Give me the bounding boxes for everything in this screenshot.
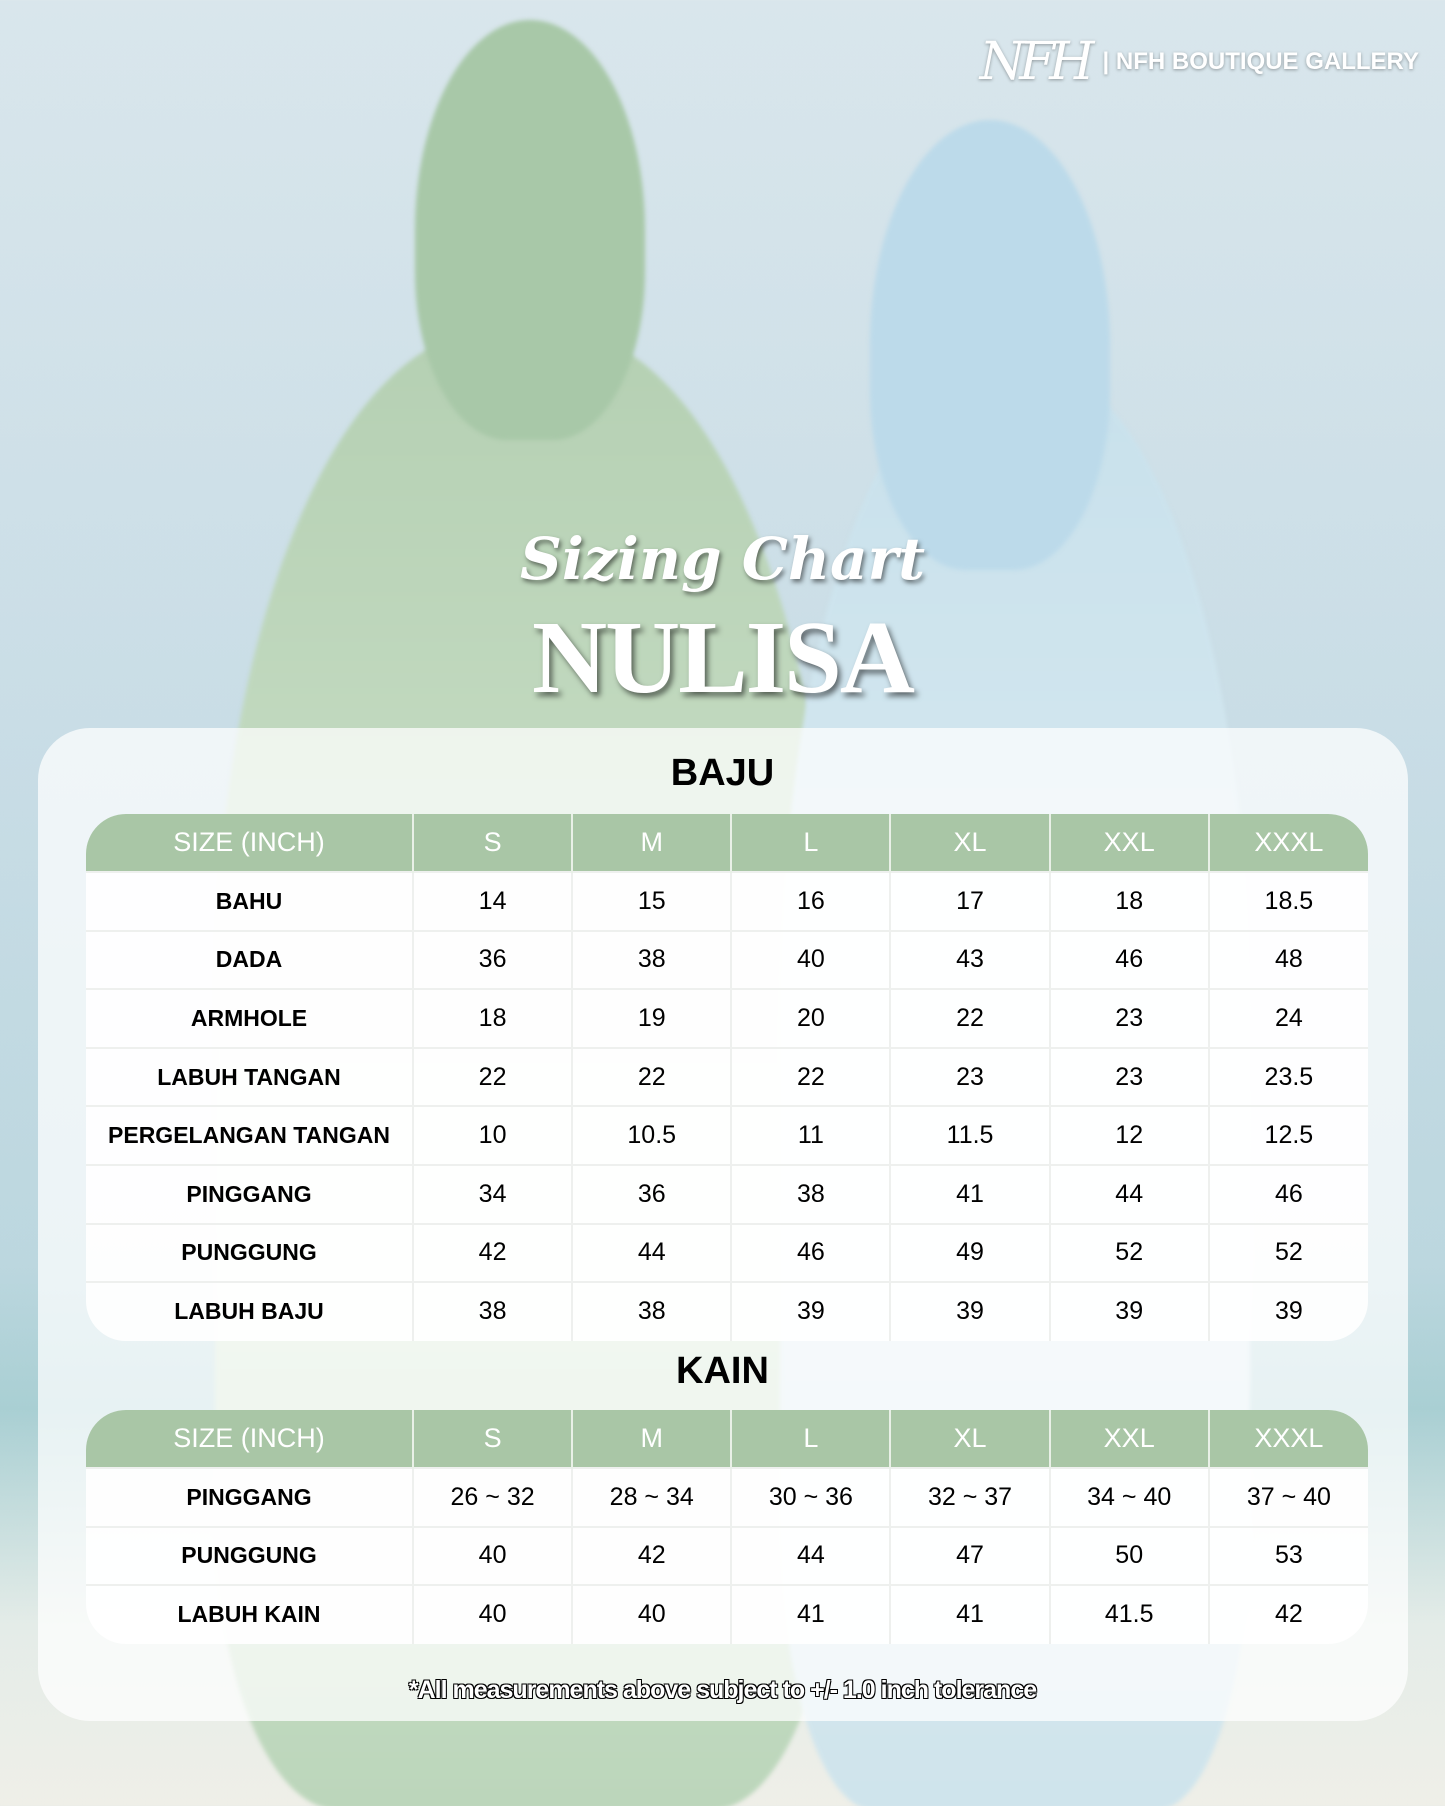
size-value: 36 [413, 931, 572, 990]
sizing-chart-title: Sizing Chart [519, 525, 926, 593]
table-row [86, 1527, 1368, 1586]
size-value: 44 [1050, 1165, 1209, 1224]
baju-title: BAJU [670, 752, 775, 794]
tolerance-note: *All measurements above subject to +/- 1.0 inch tolerance [408, 1676, 1037, 1704]
header-cell: S [413, 814, 572, 872]
size-value: 34 [413, 1165, 572, 1224]
size-value: 15 [572, 872, 731, 931]
measurement-label: DADA [86, 931, 413, 990]
size-value: 39 [731, 1282, 890, 1341]
size-value: 30 ~ 36 [731, 1468, 890, 1527]
size-value: 39 [1050, 1282, 1209, 1341]
size-value: 38 [572, 931, 731, 990]
size-value: 41.5 [1050, 1585, 1209, 1644]
size-value: 40 [413, 1585, 572, 1644]
size-value: 43 [890, 931, 1049, 990]
measurement-label: PUNGGUNG [86, 1527, 413, 1586]
table-row [86, 931, 1368, 990]
size-value: 50 [1050, 1527, 1209, 1586]
header-cell: S [413, 1410, 572, 1468]
header-cell: SIZE (INCH) [86, 1410, 413, 1468]
size-value: 39 [890, 1282, 1049, 1341]
kain-table [86, 1410, 1368, 1644]
size-value: 23 [890, 1048, 1049, 1107]
measurement-label: PINGGANG [86, 1468, 413, 1527]
size-value: 12.5 [1209, 1106, 1368, 1165]
size-value: 38 [572, 1282, 731, 1341]
size-value: 46 [731, 1224, 890, 1283]
model-green-hijab [415, 20, 645, 440]
size-value: 22 [572, 1048, 731, 1107]
size-value: 26 ~ 32 [413, 1468, 572, 1527]
measurement-label: LABUH BAJU [86, 1282, 413, 1341]
size-value: 18 [413, 989, 572, 1048]
model-blue-hijab [870, 120, 1110, 570]
header-cell: XXL [1050, 814, 1209, 872]
size-value: 18 [1050, 872, 1209, 931]
header-cell: XXXL [1209, 814, 1368, 872]
size-value: 23 [1050, 1048, 1209, 1107]
size-value: 11.5 [890, 1106, 1049, 1165]
header-row [86, 1410, 1368, 1468]
size-value: 10.5 [572, 1106, 731, 1165]
product-name: NULISA [532, 600, 913, 715]
size-value: 52 [1209, 1224, 1368, 1283]
size-value: 20 [731, 989, 890, 1048]
size-value: 16 [731, 872, 890, 931]
size-value: 24 [1209, 989, 1368, 1048]
size-value: 49 [890, 1224, 1049, 1283]
size-value: 36 [572, 1165, 731, 1224]
size-value: 32 ~ 37 [890, 1468, 1049, 1527]
header-cell: L [731, 814, 890, 872]
size-value: 38 [413, 1282, 572, 1341]
measurement-label: LABUH KAIN [86, 1585, 413, 1644]
header-cell: M [572, 1410, 731, 1468]
table-row [86, 1165, 1368, 1224]
size-value: 18.5 [1209, 872, 1368, 931]
size-value: 46 [1209, 1165, 1368, 1224]
size-value: 41 [890, 1165, 1049, 1224]
brand-name: | NFH BOUTIQUE GALLERY [1102, 48, 1419, 75]
size-value: 53 [1209, 1527, 1368, 1586]
header-cell: L [731, 1410, 890, 1468]
table-row [86, 989, 1368, 1048]
kain-title: KAIN [676, 1350, 769, 1392]
brand-logo [980, 32, 1419, 92]
size-value: 46 [1050, 931, 1209, 990]
measurement-label: PINGGANG [86, 1165, 413, 1224]
measurement-label: BAHU [86, 872, 413, 931]
size-value: 40 [413, 1527, 572, 1586]
size-value: 22 [413, 1048, 572, 1107]
size-value: 34 ~ 40 [1050, 1468, 1209, 1527]
header-cell: XXL [1050, 1410, 1209, 1468]
table-row [86, 1282, 1368, 1341]
size-value: 22 [731, 1048, 890, 1107]
table-row [86, 1048, 1368, 1107]
size-value: 17 [890, 872, 1049, 931]
header-cell: XL [890, 814, 1049, 872]
size-value: 52 [1050, 1224, 1209, 1283]
table-row [86, 1468, 1368, 1527]
size-value: 37 ~ 40 [1209, 1468, 1368, 1527]
size-value: 41 [731, 1585, 890, 1644]
table-row [86, 1224, 1368, 1283]
header-cell: SIZE (INCH) [86, 814, 413, 872]
size-value: 48 [1209, 931, 1368, 990]
size-value: 40 [572, 1585, 731, 1644]
measurement-label: PERGELANGAN TANGAN [86, 1106, 413, 1165]
size-value: 23 [1050, 989, 1209, 1048]
measurement-label: ARMHOLE [86, 989, 413, 1048]
size-value: 12 [1050, 1106, 1209, 1165]
brand-mark: NFH [979, 32, 1089, 92]
size-value: 10 [413, 1106, 572, 1165]
size-value: 44 [572, 1224, 731, 1283]
size-value: 42 [1209, 1585, 1368, 1644]
header-cell: M [572, 814, 731, 872]
size-value: 28 ~ 34 [572, 1468, 731, 1527]
size-value: 22 [890, 989, 1049, 1048]
size-value: 38 [731, 1165, 890, 1224]
header-row [86, 814, 1368, 872]
size-value: 44 [731, 1527, 890, 1586]
table-row [86, 1585, 1368, 1644]
table-row [86, 872, 1368, 931]
size-value: 40 [731, 931, 890, 990]
size-value: 47 [890, 1527, 1049, 1586]
size-value: 19 [572, 989, 731, 1048]
size-value: 14 [413, 872, 572, 931]
measurement-label: PUNGGUNG [86, 1224, 413, 1283]
size-value: 39 [1209, 1282, 1368, 1341]
size-value: 23.5 [1209, 1048, 1368, 1107]
measurement-label: LABUH TANGAN [86, 1048, 413, 1107]
header-cell: XL [890, 1410, 1049, 1468]
size-value: 42 [413, 1224, 572, 1283]
size-value: 41 [890, 1585, 1049, 1644]
size-value: 42 [572, 1527, 731, 1586]
baju-table [86, 814, 1368, 1341]
header-cell: XXXL [1209, 1410, 1368, 1468]
size-value: 11 [731, 1106, 890, 1165]
table-row [86, 1106, 1368, 1165]
